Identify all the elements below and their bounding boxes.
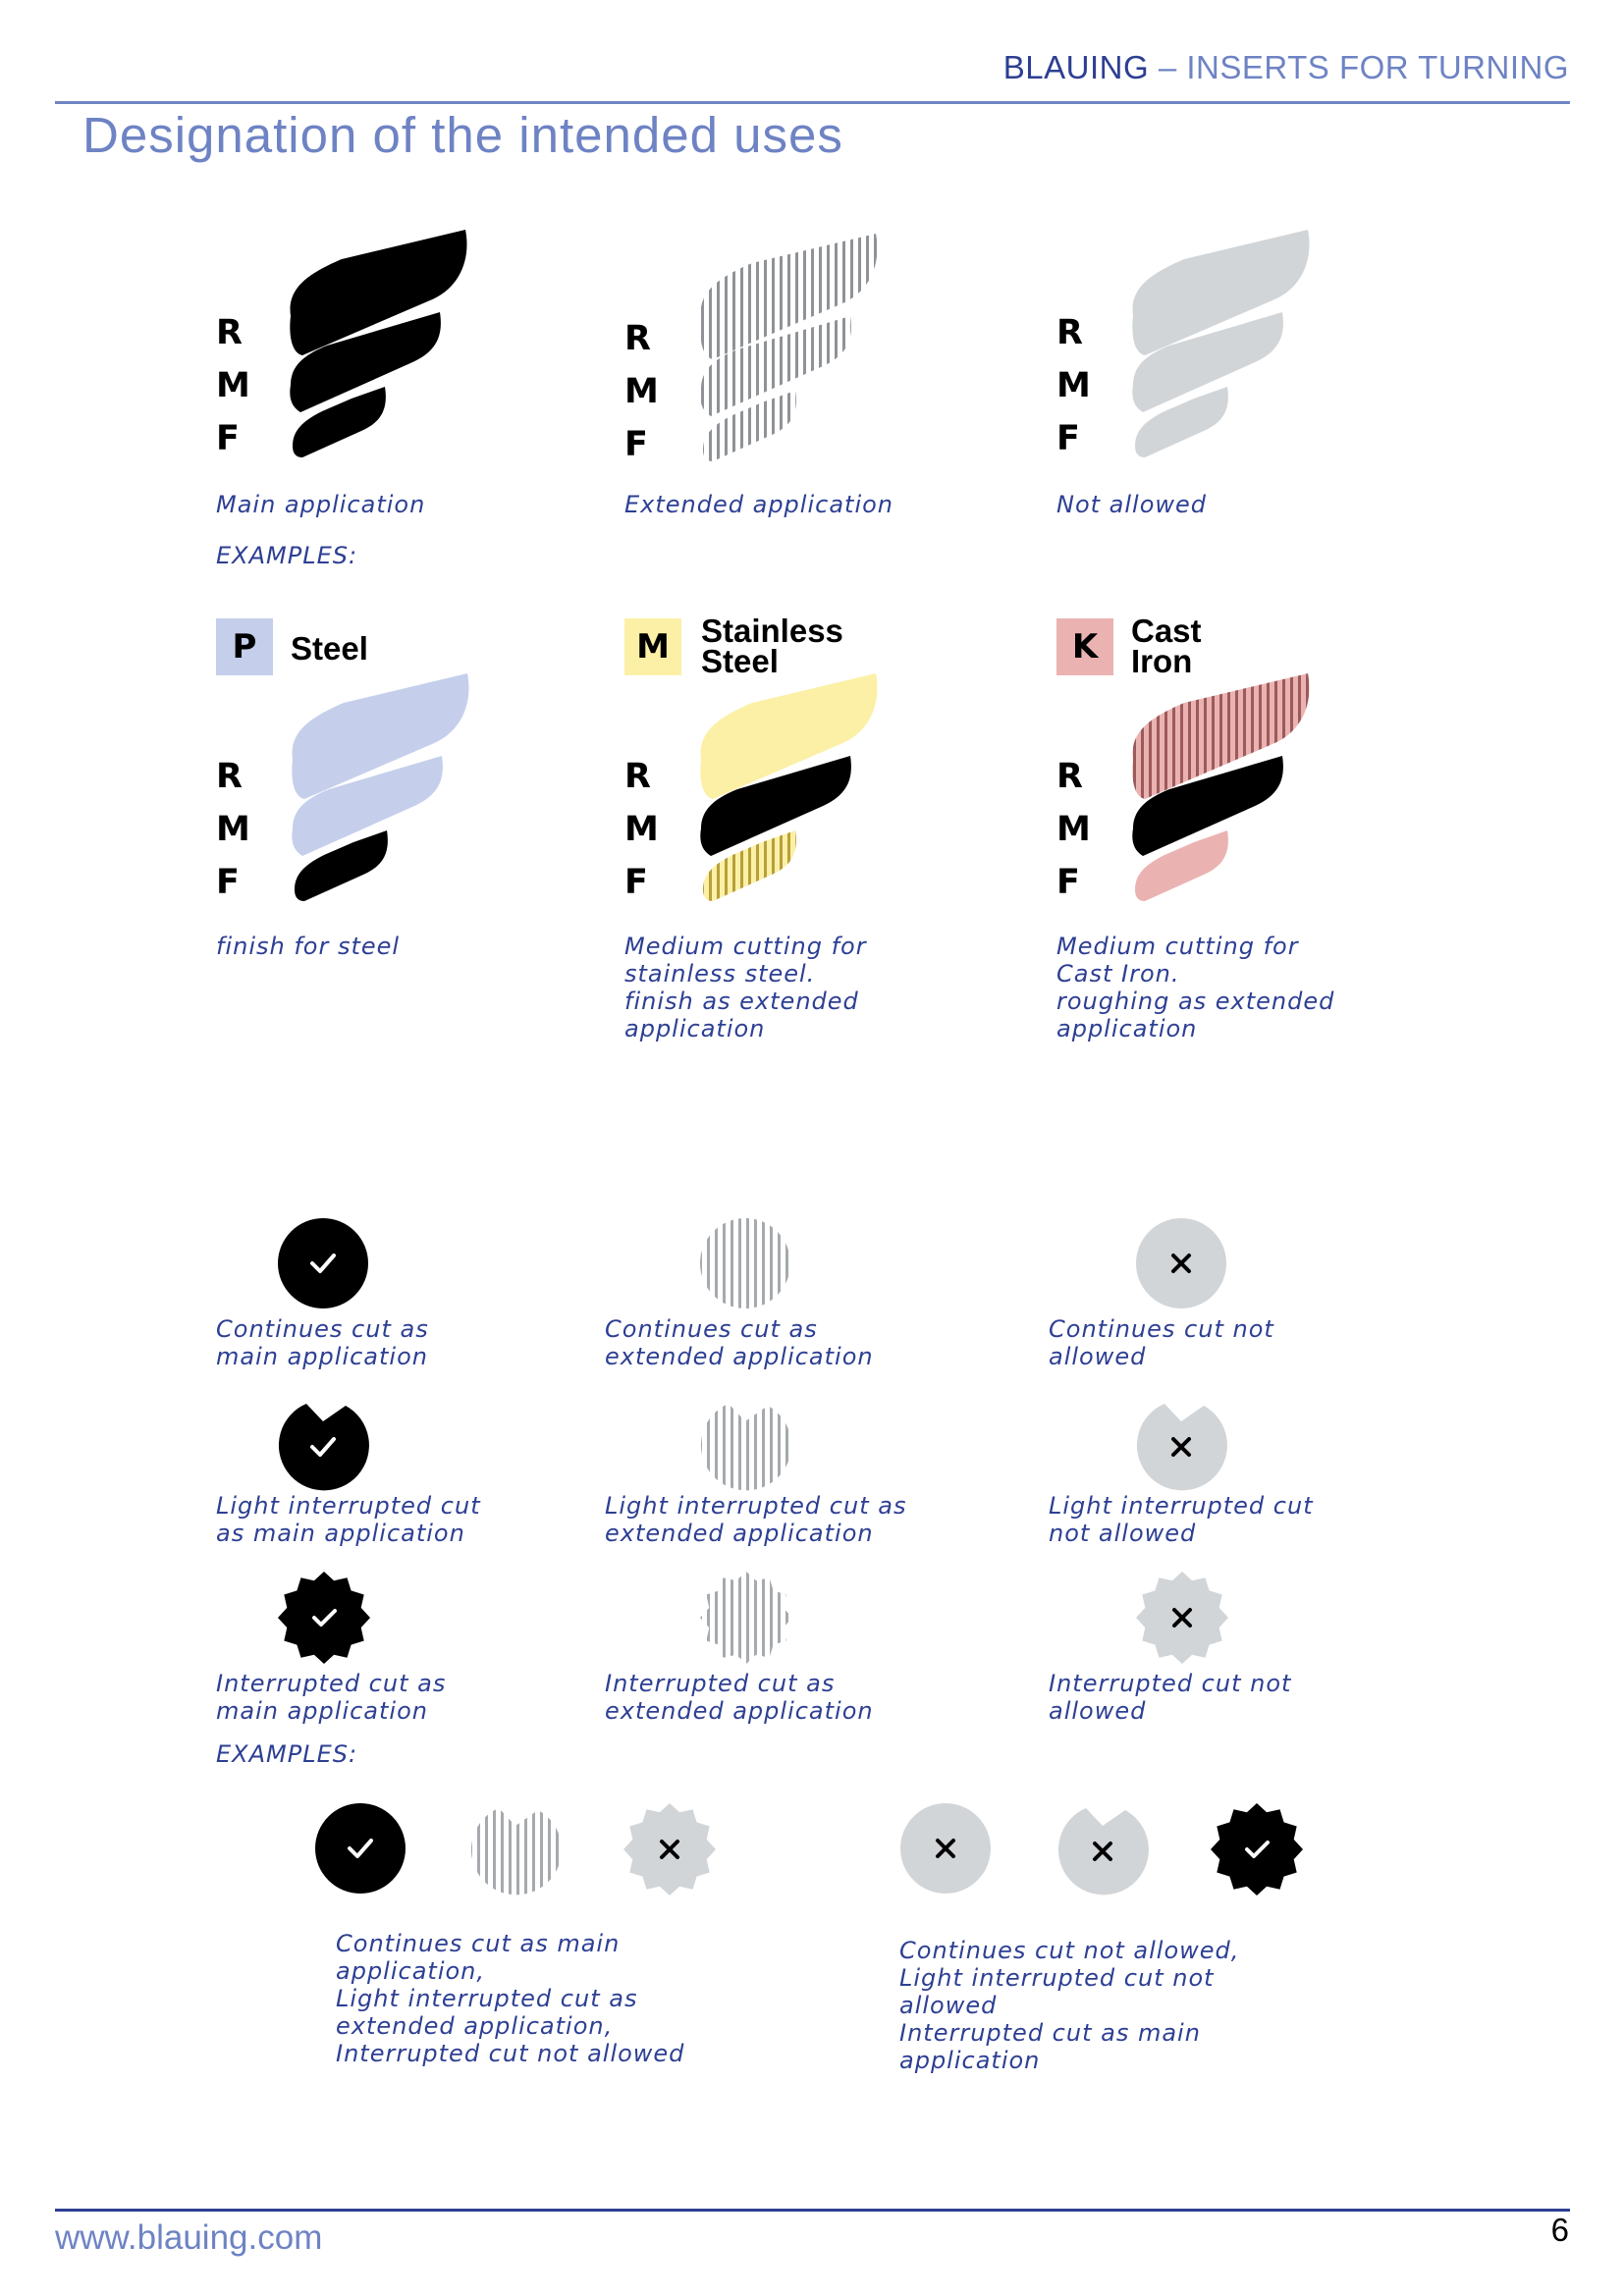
rmf-labels-main: [216, 306, 250, 465]
rmf-r: R: [624, 319, 651, 358]
material-caption-stainless: Medium cutting for stainless steel. finish as extended application: [624, 933, 867, 1042]
light-interrupted-cut-not-allowed-icon: [1135, 1398, 1227, 1490]
legend-caption-main: Main application: [216, 491, 426, 518]
example2-interrupted-main-icon: [1210, 1802, 1304, 1896]
feather-icon-not-allowed: [1125, 230, 1312, 461]
rmf-labels-extended: [624, 312, 659, 471]
header-rule: [55, 101, 1570, 104]
example2-light-not-allowed-icon: [1056, 1802, 1149, 1895]
rmf-f: F: [216, 419, 240, 458]
cut-caption-continuous-not-allowed: Continues cut not allowed: [1049, 1315, 1274, 1370]
rmf-m: M: [1056, 810, 1091, 849]
rmf-r: R: [624, 757, 651, 796]
rmf-f: F: [1056, 419, 1080, 458]
examples-label-cuts: EXAMPLES:: [216, 1740, 358, 1768]
examples-label: EXAMPLES:: [216, 542, 358, 569]
legend-caption-extended: Extended application: [624, 491, 894, 518]
material-name-steel: Steel: [291, 630, 368, 667]
cut-caption-light-main: Light interrupted cut as main application: [216, 1492, 481, 1547]
brand-name: BLAUING: [1002, 49, 1150, 85]
material-badge-m: M: [624, 618, 681, 675]
continuous-cut-not-allowed-icon: [1135, 1217, 1227, 1309]
rmf-r: R: [216, 757, 243, 796]
feather-icon-stainless: [693, 673, 880, 905]
example2-caption: Continues cut not allowed, Light interrupted cut not allowed Interrupted cut as main application: [899, 1937, 1240, 2074]
material-caption-steel: finish for steel: [216, 933, 401, 960]
example1-interrupted-not-allowed-icon: [623, 1802, 717, 1896]
cut-caption-light-not-allowed: Light interrupted cut not allowed: [1049, 1492, 1314, 1547]
material-badge-k: K: [1056, 618, 1113, 675]
interrupted-cut-extended-icon: [699, 1571, 793, 1665]
page-title: Designation of the intended uses: [82, 107, 843, 163]
footer-url[interactable]: www.blauing.com: [55, 2218, 323, 2257]
page-number: 6: [1550, 2212, 1569, 2248]
feather-icon-steel: [285, 673, 471, 905]
example1-light-extended-icon: [469, 1802, 562, 1895]
legend-caption-not-allowed: Not allowed: [1056, 491, 1208, 518]
brand-subtitle: INSERTS FOR TURNING: [1186, 49, 1569, 85]
cut-caption-continuous-extended: Continues cut as extended application: [605, 1315, 874, 1370]
rmf-labels-not-allowed: [1056, 306, 1091, 465]
rmf-m: M: [1056, 366, 1091, 405]
light-interrupted-cut-extended-icon: [699, 1398, 791, 1490]
rmf-r: R: [1056, 313, 1083, 352]
rmf-m: M: [216, 810, 250, 849]
continuous-cut-extended-icon: [699, 1217, 791, 1309]
cut-caption-interrupted-not-allowed: Interrupted cut not allowed: [1049, 1670, 1292, 1725]
light-interrupted-cut-main-icon: [277, 1398, 369, 1490]
feather-icon-extended: [693, 234, 880, 465]
rmf-m: M: [624, 810, 659, 849]
cut-caption-light-extended: Light interrupted cut as extended application: [605, 1492, 907, 1547]
cut-caption-interrupted-main: Interrupted cut as main application: [216, 1670, 447, 1725]
cut-caption-continuous-main: Continues cut as main application: [216, 1315, 429, 1370]
material-caption-cast-iron: Medium cutting for Cast Iron. roughing as extended application: [1056, 933, 1335, 1042]
example1-continuous-main-icon: [314, 1802, 406, 1895]
cut-caption-interrupted-extended: Interrupted cut as extended application: [605, 1670, 874, 1725]
rmf-f: F: [624, 425, 648, 464]
rmf-r: R: [216, 313, 243, 352]
feather-icon-main: [283, 230, 469, 461]
material-name-cast-iron: Cast Iron: [1131, 613, 1202, 679]
rmf-labels-stainless: [624, 750, 659, 909]
rmf-labels-steel: [216, 750, 250, 909]
material-badge-p: P: [216, 618, 273, 675]
interrupted-cut-main-icon: [277, 1571, 371, 1665]
rmf-m: M: [216, 366, 250, 405]
footer-rule: [55, 2209, 1570, 2212]
interrupted-cut-not-allowed-icon: [1135, 1571, 1229, 1665]
rmf-f: F: [216, 863, 240, 902]
rmf-r: R: [1056, 757, 1083, 796]
continuous-cut-main-icon: [277, 1217, 369, 1309]
rmf-f: F: [624, 863, 648, 902]
brand-separator: –: [1158, 49, 1177, 85]
rmf-labels-cast-iron: [1056, 750, 1091, 909]
example2-continuous-not-allowed-icon: [899, 1802, 992, 1895]
rmf-f: F: [1056, 863, 1080, 902]
material-name-stainless-steel: Stainless Steel: [701, 613, 843, 679]
example1-caption: Continues cut as main application, Light interrupted cut as extended application, Interrupted cut not allowed: [336, 1930, 685, 2067]
header-brand: [1003, 49, 1569, 86]
feather-icon-cast-iron: [1125, 673, 1312, 905]
rmf-m: M: [624, 372, 659, 411]
